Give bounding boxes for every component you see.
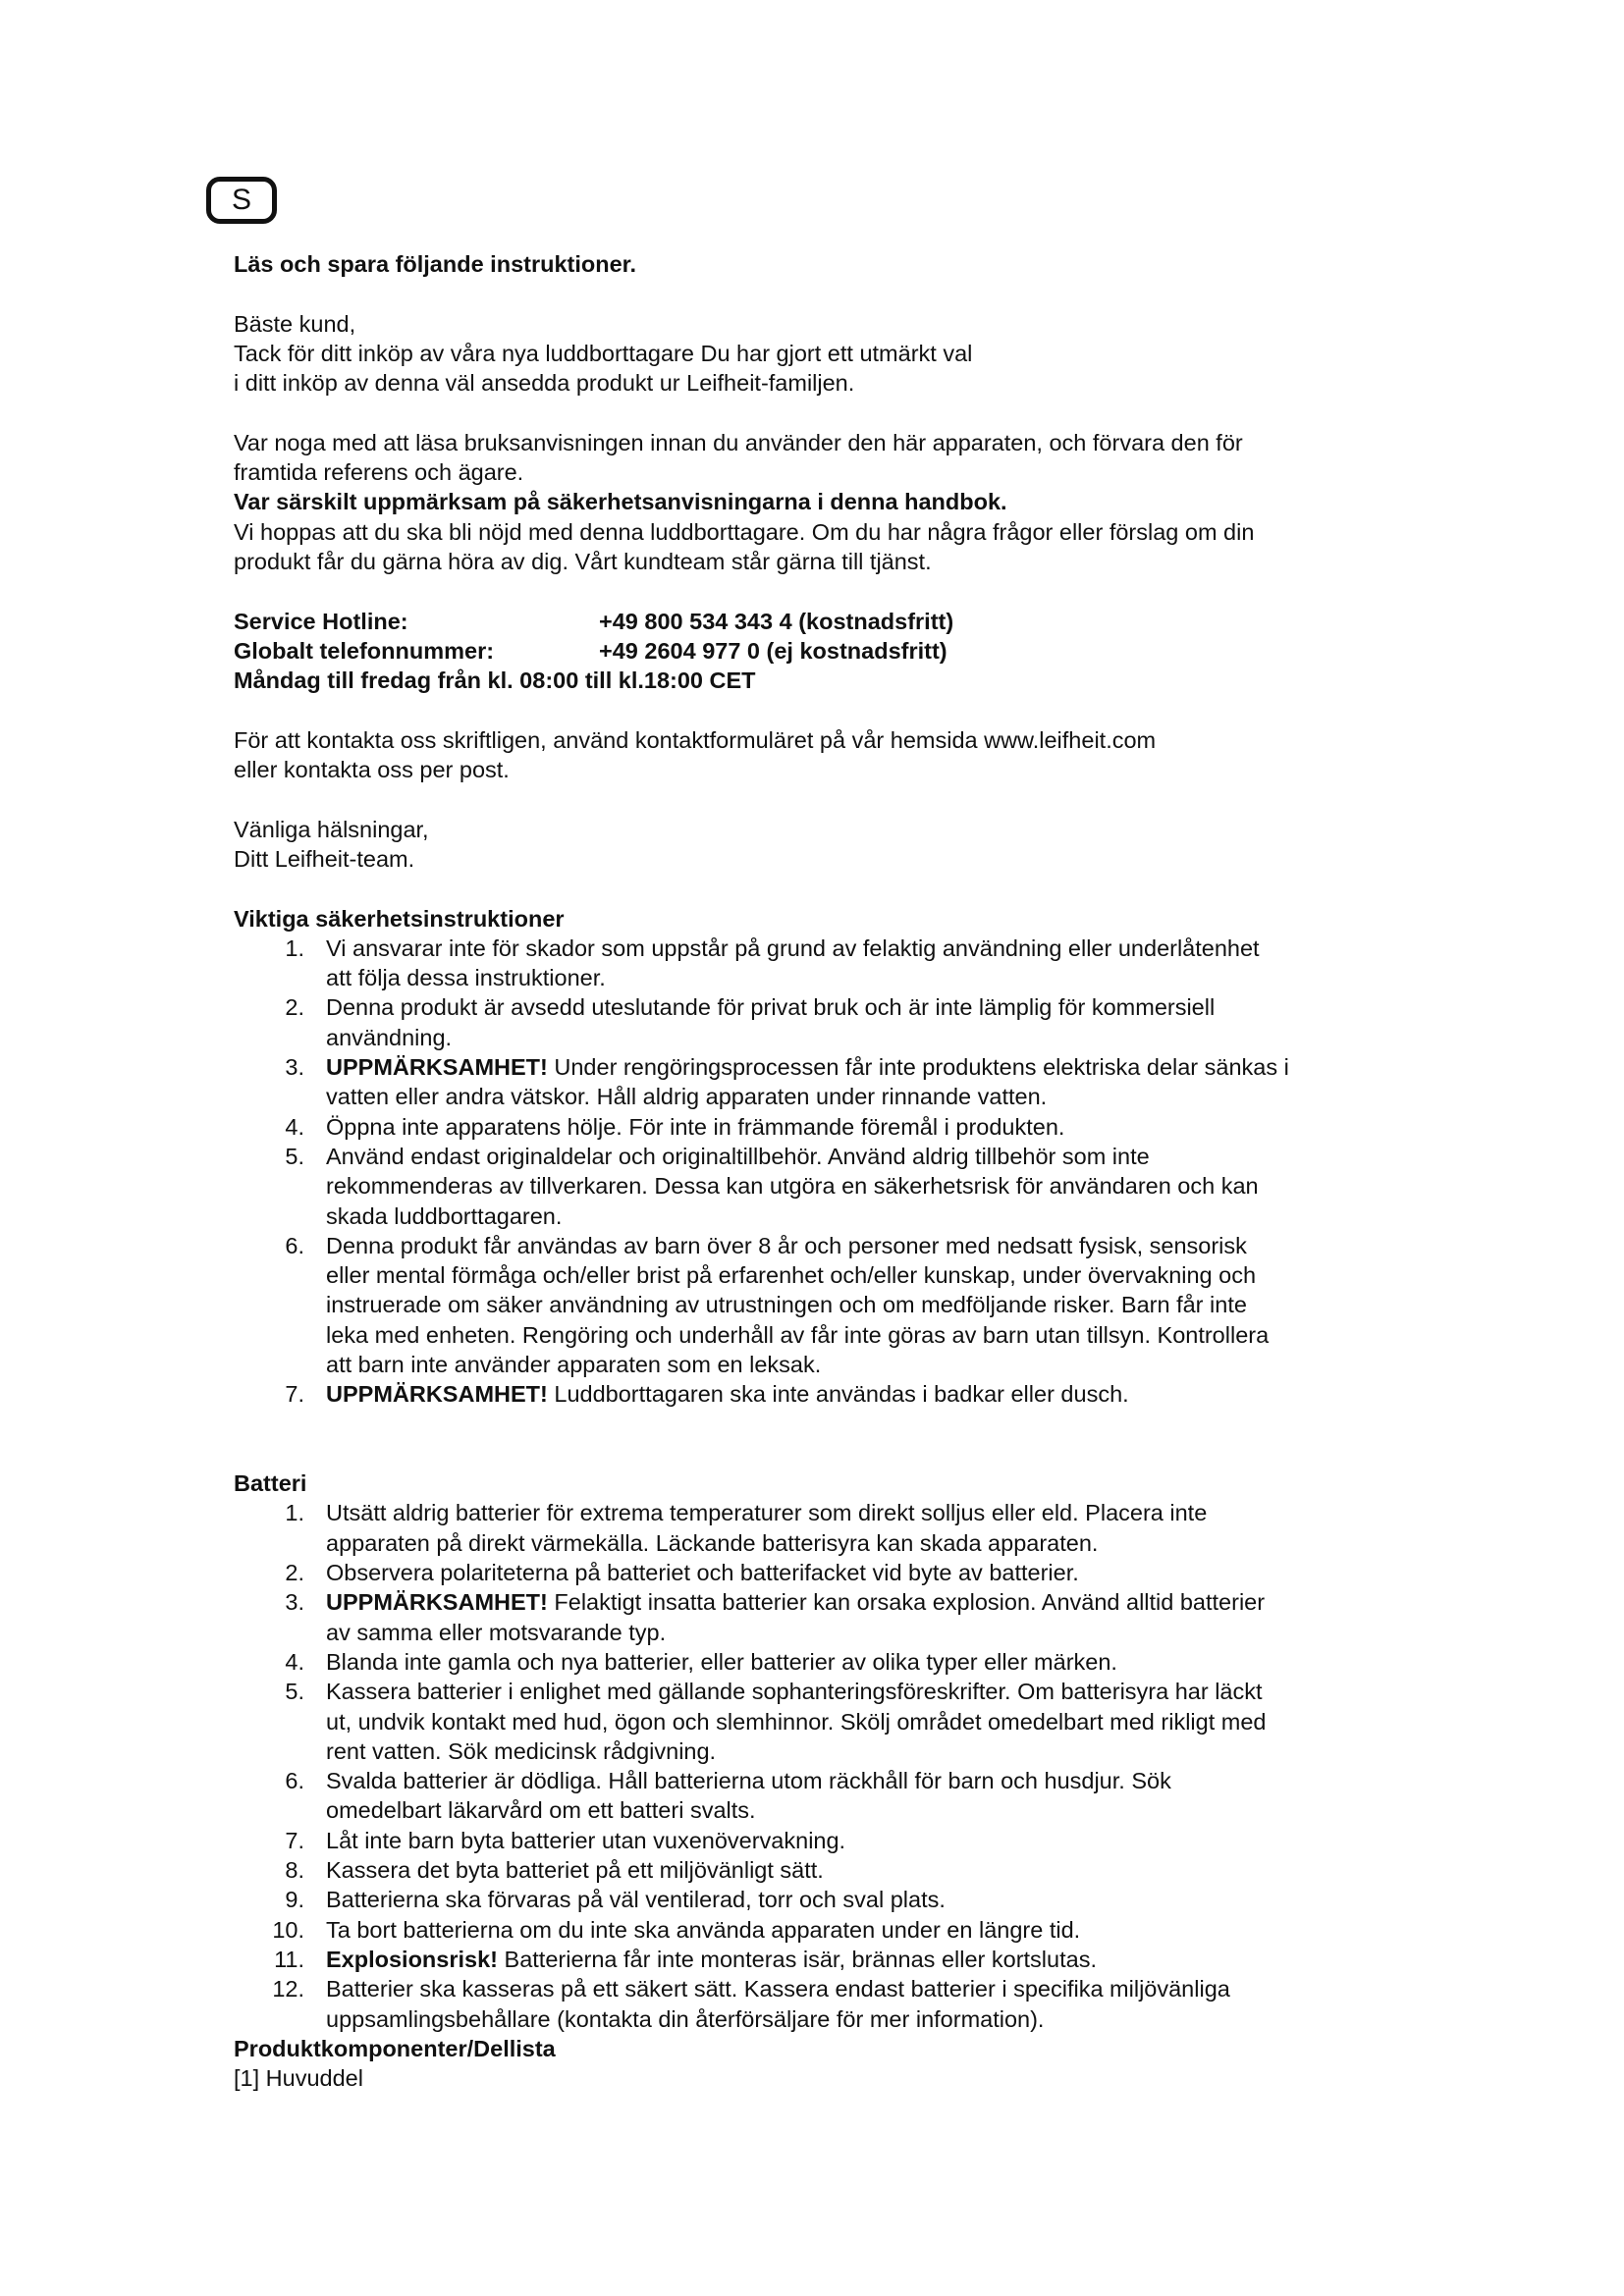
safety-item-text: Under rengöringsprocessen får inte produktens elektriska delar sänkas i (547, 1054, 1289, 1081)
battery-item-line (326, 1677, 1422, 1706)
battery-item-number: 8. (285, 1857, 304, 1884)
safety-item-line (326, 1052, 1422, 1082)
battery-item-number: 4. (285, 1648, 304, 1675)
battery-item (234, 1855, 1422, 1885)
battery-item-line (326, 1945, 1422, 1974)
safety-section-title: Viktiga säkerhetsinstruktioner (234, 905, 565, 932)
battery-item-text: Kassera batterier i enlighet med gällande sophanteringsföreskrifter. Om batterisyra har läckt (326, 1679, 1263, 1705)
battery-item-text: Blanda inte gamla och nya batterier, eller batterier av olika typer eller märken. (326, 1648, 1117, 1675)
safety-item-text: Använd endast originaldelar och originaltillbehör. Använd aldrig tillbehör som inte (326, 1143, 1150, 1169)
safety-instructions-list (234, 934, 1422, 1410)
battery-item-text: Utsätt aldrig batterier för extrema temperaturer som direkt solljus eller eld. Placera inte (326, 1500, 1208, 1526)
safety-item (234, 992, 1422, 1052)
battery-item-number: 5. (285, 1679, 304, 1705)
safety-item-line (326, 992, 1422, 1022)
battery-item-line (326, 1707, 1422, 1736)
safety-item-text: Öppna inte apparatens hölje. För inte in främmande föremål i produkten. (326, 1113, 1065, 1140)
battery-item-warning: Explosionsrisk! (326, 1946, 498, 1972)
safety-item-warning: UPPMÄRKSAMHET! (326, 1381, 548, 1408)
safety-item-line (326, 1320, 1422, 1350)
battery-item-line (326, 1587, 1422, 1617)
page-heading: Läs och spara följande instruktioner. (234, 251, 637, 277)
battery-item (234, 1974, 1422, 2034)
greeting: Bäste kund, (234, 310, 356, 337)
safety-item-number: 7. (285, 1381, 304, 1408)
battery-item-text: omedelbart läkarvård om ett batteri svalts. (326, 1797, 756, 1824)
safety-item-text: eller mental förmåga och/eller brist på erfarenhet och/eller kunskap, under övervakning och (326, 1262, 1257, 1289)
safety-item (234, 1379, 1422, 1409)
battery-item (234, 1647, 1422, 1677)
safety-item-warning: UPPMÄRKSAMHET! (326, 1054, 548, 1081)
battery-item-number: 10. (272, 1916, 304, 1943)
battery-item-text: Svalda batterier är dödliga. Håll batterierna utom räckhåll för barn och husdjur. Sök (326, 1768, 1171, 1794)
safety-item-line (326, 1379, 1422, 1409)
battery-item-warning: UPPMÄRKSAMHET! (326, 1589, 548, 1616)
battery-item (234, 1766, 1422, 1826)
global-phone-row (234, 636, 1422, 666)
safety-item-text: att barn inte använder apparaten som en leksak. (326, 1351, 822, 1377)
written-contact-line-2: eller kontakta oss per post. (234, 757, 510, 783)
battery-item-line (326, 1795, 1422, 1825)
battery-item-text: uppsamlingsbehållare (kontakta din återförsäljare för mer information). (326, 2005, 1045, 2032)
safety-item-text: Denna produkt får användas av barn över 8 år och personer med nedsatt fysisk, sensorisk (326, 1232, 1247, 1258)
global-phone-label: Globalt telefonnummer: (234, 637, 495, 664)
battery-item-text: Kassera det byta batteriet på ett miljövänligt sätt. (326, 1857, 824, 1884)
intro-line-1: Tack för ditt inköp av våra nya luddborttagare Du har gjort ett utmärkt val (234, 340, 973, 366)
battery-item-line (326, 2004, 1422, 2034)
hotline-label: Service Hotline: (234, 608, 408, 634)
safety-item-line (326, 963, 1422, 992)
safety-item-line (326, 1082, 1422, 1111)
safety-item-text: Denna produkt är avsedd uteslutande för privat bruk och är inte lämplig för kommersiell (326, 994, 1216, 1021)
manual-line-1: Var noga med att läsa bruksanvisningen innan du använder den här apparaten, och förvara den för (234, 429, 1243, 455)
battery-item-text: rent vatten. Sök medicinsk rådgivning. (326, 1737, 717, 1764)
battery-item-number: 3. (285, 1589, 304, 1616)
battery-item (234, 1826, 1422, 1855)
safety-item-number: 3. (285, 1054, 304, 1081)
battery-section-title: Batteri (234, 1470, 307, 1497)
closing-line-1: Vänliga hälsningar, (234, 816, 429, 842)
hope-line-1: Vi hoppas att du ska bli nöjd med denna luddborttagare. Om du har några frågor eller förslag om din (234, 518, 1255, 545)
battery-item-line (326, 1647, 1422, 1677)
safety-item-text: skada luddborttagaren. (326, 1202, 563, 1229)
battery-item-text: Batterierna får inte monteras isär, brännas eller kortslutas. (498, 1946, 1097, 1972)
safety-item-number: 2. (285, 994, 304, 1021)
safety-item-text: Luddborttagaren ska inte användas i badkar eller dusch. (547, 1381, 1129, 1408)
safety-item-line (326, 1350, 1422, 1379)
battery-item-number: 11. (274, 1946, 304, 1972)
battery-item-line (326, 1915, 1422, 1945)
global-phone-number: +49 2604 977 0 (ej kostnadsfritt) (599, 637, 947, 664)
battery-item (234, 1587, 1422, 1647)
attention-line: Var särskilt uppmärksam på säkerhetsanvisningarna i denna handbok. (234, 489, 1007, 515)
battery-item (234, 1945, 1422, 1974)
battery-item-line (326, 1528, 1422, 1558)
battery-item-line (326, 1558, 1422, 1587)
safety-item-line (326, 1142, 1422, 1171)
safety-item-line (326, 1171, 1422, 1201)
battery-item-number: 12. (272, 1976, 304, 2002)
battery-item-line (326, 1826, 1422, 1855)
battery-item-number: 9. (285, 1887, 304, 1913)
safety-item-line (326, 1023, 1422, 1052)
battery-item (234, 1677, 1422, 1766)
battery-item-text: Observera polariteterna på batteriet och batterifacket vid byte av batterier. (326, 1560, 1079, 1586)
safety-item-number: 6. (285, 1232, 304, 1258)
battery-item-line (326, 1736, 1422, 1766)
safety-item (234, 1112, 1422, 1142)
safety-item-text: användning. (326, 1024, 453, 1050)
battery-item-number: 7. (285, 1827, 304, 1853)
safety-item-line (326, 934, 1422, 963)
battery-item-line (326, 1855, 1422, 1885)
battery-item-text: Felaktigt insatta batterier kan orsaka explosion. Använd alltid batterier (547, 1589, 1266, 1616)
safety-item-line (326, 1290, 1422, 1319)
battery-item (234, 1915, 1422, 1945)
safety-item-text: att följa dessa instruktioner. (326, 965, 606, 991)
safety-item-number: 5. (285, 1143, 304, 1169)
battery-item-text: Batterier ska kasseras på ett säkert sätt. Kassera endast batterier i specifika miljövänliga (326, 1976, 1230, 2002)
battery-item-number: 2. (285, 1560, 304, 1586)
safety-item-line (326, 1231, 1422, 1260)
safety-item-number: 4. (285, 1113, 304, 1140)
safety-item-line (326, 1201, 1422, 1231)
battery-item-line (326, 1974, 1422, 2003)
battery-item-text: av samma eller motsvarande typ. (326, 1619, 667, 1645)
safety-item (234, 1142, 1422, 1231)
language-badge-label: S (231, 184, 251, 216)
battery-item-line (326, 1618, 1422, 1647)
safety-item-line (326, 1260, 1422, 1290)
hope-line-2: produkt får du gärna höra av dig. Vårt kundteam står gärna till tjänst. (234, 548, 932, 574)
document-body (234, 249, 1422, 2093)
opening-hours: Måndag till fredag från kl. 08:00 till kl.18:00 CET (234, 667, 756, 694)
closing-line-2: Ditt Leifheit-team. (234, 845, 415, 872)
safety-item-text: vatten eller andra vätskor. Håll aldrig apparaten under rinnande vatten. (326, 1084, 1048, 1110)
safety-item-text: rekommenderas av tillverkaren. Dessa kan utgöra en säkerhetsrisk för användaren och kan (326, 1173, 1259, 1200)
safety-item-text: Vi ansvarar inte för skador som uppstår på grund av felaktig användning eller underlåtenhet (326, 934, 1260, 961)
battery-item-text: ut, undvik kontakt med hud, ögon och slemhinnor. Skölj området omedelbart med rikligt med (326, 1708, 1267, 1735)
battery-item-line (326, 1885, 1422, 1914)
battery-item-number: 1. (285, 1500, 304, 1526)
battery-item-text: Ta bort batterierna om du inte ska använda apparaten under en längre tid. (326, 1916, 1081, 1943)
battery-item-text: apparaten på direkt värmekälla. Läckande batterisyra kan skada apparaten. (326, 1529, 1099, 1556)
battery-item-number: 6. (285, 1768, 304, 1794)
safety-item-text: instruerade om säker användning av utrustningen och om medföljande risker. Barn får inte (326, 1292, 1247, 1318)
safety-item-text: leka med enheten. Rengöring och underhåll av får inte göras av barn utan tillsyn. Kontrollera (326, 1321, 1270, 1348)
manual-line-2: framtida referens och ägare. (234, 459, 524, 486)
written-contact-line-1: För att kontakta oss skriftligen, använd kontaktformuläret på vår hemsida www.leifheit.com (234, 726, 1157, 753)
safety-item (234, 934, 1422, 993)
hotline-number: +49 800 534 343 4 (kostnadsfritt) (599, 608, 954, 634)
components-section-title: Produktkomponenter/Dellista (234, 2035, 556, 2061)
battery-item-line (326, 1498, 1422, 1527)
language-badge (206, 177, 277, 224)
battery-instructions-list (234, 1498, 1422, 2033)
battery-item (234, 1498, 1422, 1558)
battery-item (234, 1885, 1422, 1914)
battery-item-text: Batterierna ska förvaras på väl ventilerad, torr och sval plats. (326, 1887, 946, 1913)
safety-item (234, 1052, 1422, 1112)
intro-line-2: i ditt inköp av denna väl ansedda produkt ur Leifheit-familjen. (234, 370, 855, 397)
component-item-1: [1] Huvuddel (234, 2065, 363, 2092)
battery-item (234, 1558, 1422, 1587)
battery-item-line (326, 1766, 1422, 1795)
safety-item-line (326, 1112, 1422, 1142)
hotline-row (234, 607, 1422, 636)
safety-item (234, 1231, 1422, 1379)
battery-item-text: Låt inte barn byta batterier utan vuxenövervakning. (326, 1827, 846, 1853)
safety-item-number: 1. (285, 934, 304, 961)
